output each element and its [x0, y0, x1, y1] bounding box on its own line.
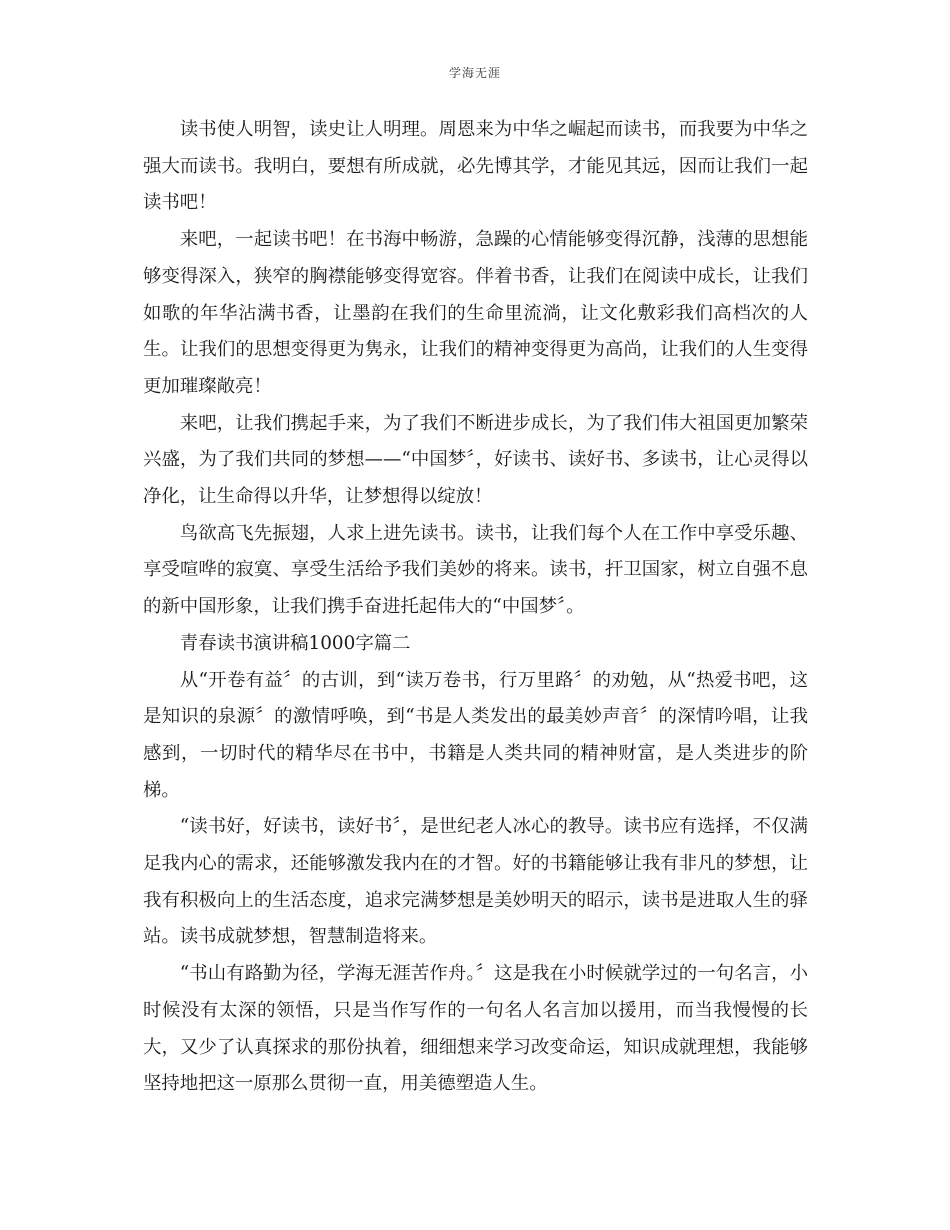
- paragraph: “读书好，好读书，读好书〞，是世纪老人冰心的教导。读书应有选择，不仅满足我内心的需求，还能够激发我内在的才智。好的书籍能够让我有非凡的梦想，让我有积极向上的生活态度，追求完满梦想是美妙明天的昭示，读书是进取人生的驿站。读书成就梦想，智慧制造将来。: [143, 816, 808, 948]
- paragraph: 鸟欲高飞先振翅，人求上进先读书。读书，让我们每个人在工作中享受乐趣、享受喧哗的寂寞、享受生活给予我们美妙的将来。读书，扞卫国家，树立自强不息的新中国形象，让我们携手奋进托起伟大的“中国梦〞。: [143, 522, 808, 618]
- paragraph: “书山有路勤为径，学海无涯苦作舟。〞这是我在小时候就学过的一句名言，小时候没有太深的领悟，只是当作写作的一句名人名言加以援用，而当我慢慢的长大，又少了认真探求的那份执着，细细想来学习改变命运，知识成就理想，我能够坚持地把这一原那么贯彻一直，用美德塑造人生。: [143, 963, 808, 1095]
- paragraph: 来吧，一起读书吧！在书海中畅游，急躁的心情能够变得沉静，浅薄的思想能够变得深入，狭窄的胸襟能够变得宽容。伴着书香，让我们在阅读中成长，让我们如歌的年华沾满书香，让墨韵在我们的生命里流淌，让文化敷彩我们高档次的人生。让我们的思想变得更为隽永，让我们的精神变得更为高尚，让我们的人生变得更加璀璨敞亮！: [143, 229, 808, 397]
- paragraph: 从“开卷有益〞的古训，到“读万卷书，行万里路〞的劝勉，从“热爱书吧，这是知识的泉源〞的激情呼唤，到“书是人类发出的最美妙声音〞的深情吟唱，让我感到，一切时代的精华尽在书中，书籍是人类共同的精神财富，是人类进步的阶梯。: [143, 669, 808, 801]
- document-body: [143, 112, 808, 1103]
- section-heading: 青春读书演讲稿1000字篇二: [179, 632, 411, 654]
- paragraph: 来吧，让我们携起手来，为了我们不断进步成长，为了我们伟大祖国更加繁荣兴盛，为了我们共同的梦想——“中国梦〞，好读书、读好书、多读书，让心灵得以净化，让生命得以升华，让梦想得以绽放！: [143, 412, 808, 508]
- paragraph: 读书使人明智，读史让人明理。周恩来为中华之崛起而读书，而我要为中华之强大而读书。我明白，要想有所成就，必先博其学，才能见其远，因而让我们一起读书吧！: [143, 119, 808, 214]
- page-header: 学海无涯: [448, 66, 501, 80]
